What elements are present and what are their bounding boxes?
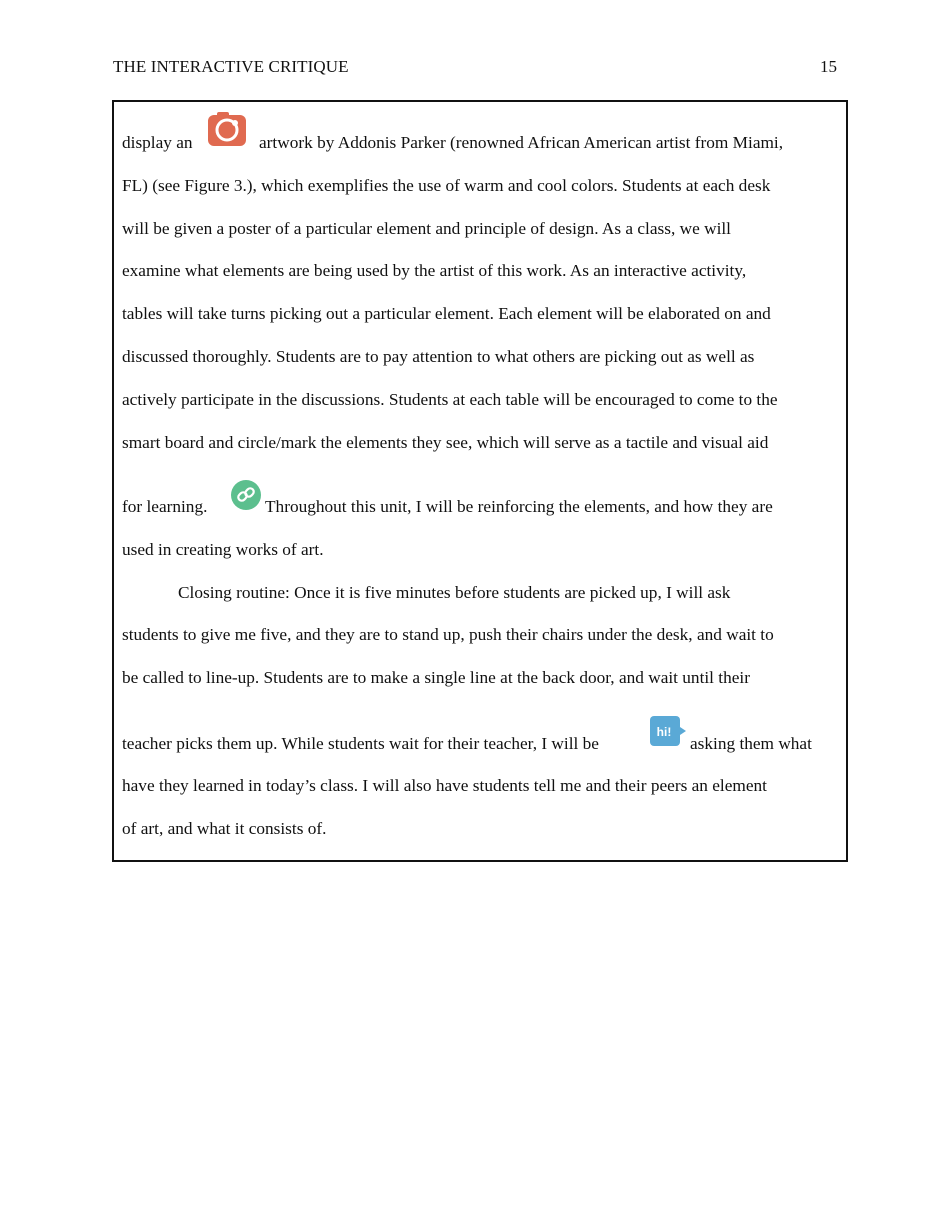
text-line [259, 133, 783, 153]
text-line [122, 734, 599, 754]
text-segment: artwork by Addonis Parker (renowned African American artist from Miami, [259, 133, 784, 152]
camera-icon[interactable] [208, 112, 246, 146]
text-line: used in creating works of art. [122, 540, 324, 559]
text-line [122, 497, 207, 517]
text-line: students to give me five, and they are to stand up, push their chairs under the desk, and wait to [122, 625, 774, 644]
text-line: examine what elements are being used by the artist of this work. As an interactive activity, [122, 261, 747, 280]
text-line: actively participate in the discussions. Students at each table will be encouraged to come to the [122, 390, 778, 409]
link-icon[interactable] [231, 480, 261, 510]
text-segment: asking them what [690, 734, 812, 753]
text-line: FL) (see Figure 3.), which exemplifies the use of warm and cool colors. Students at each desk [122, 176, 771, 195]
page-number: 15 [820, 57, 837, 76]
text-line: will be given a poster of a particular element and principle of design. As a class, we will [122, 219, 731, 238]
text-line: have they learned in today’s class. I will also have students tell me and their peers an element [122, 776, 767, 795]
text-line: be called to line-up. Students are to make a single line at the back door, and wait until their [122, 668, 750, 687]
text-segment: for learning. [122, 497, 208, 516]
text-line: discussed thoroughly. Students are to pay attention to what others are picking out as well as [122, 347, 755, 366]
text-segment: teacher picks them up. While students wait for their teacher, I will be [122, 734, 599, 753]
text-segment: display an [122, 133, 193, 152]
text-line [690, 734, 812, 754]
text-line: tables will take turns picking out a particular element. Each element will be elaborated on and [122, 304, 771, 323]
running-head: THE INTERACTIVE CRITIQUE [113, 57, 349, 76]
speech-bubble-label: hi! [656, 725, 672, 739]
text-line: smart board and circle/mark the elements they see, which will serve as a tactile and visual aid [122, 433, 769, 452]
text-line [265, 497, 773, 517]
text-line [122, 133, 193, 153]
text-line: of art, and what it consists of. [122, 819, 327, 838]
speech-bubble-icon[interactable] [650, 716, 686, 748]
text-line: Closing routine: Once it is five minutes before students are picked up, I will ask [178, 583, 731, 602]
text-segment: Throughout this unit, I will be reinforcing the elements, and how they are [265, 497, 773, 516]
content-box [112, 100, 848, 862]
